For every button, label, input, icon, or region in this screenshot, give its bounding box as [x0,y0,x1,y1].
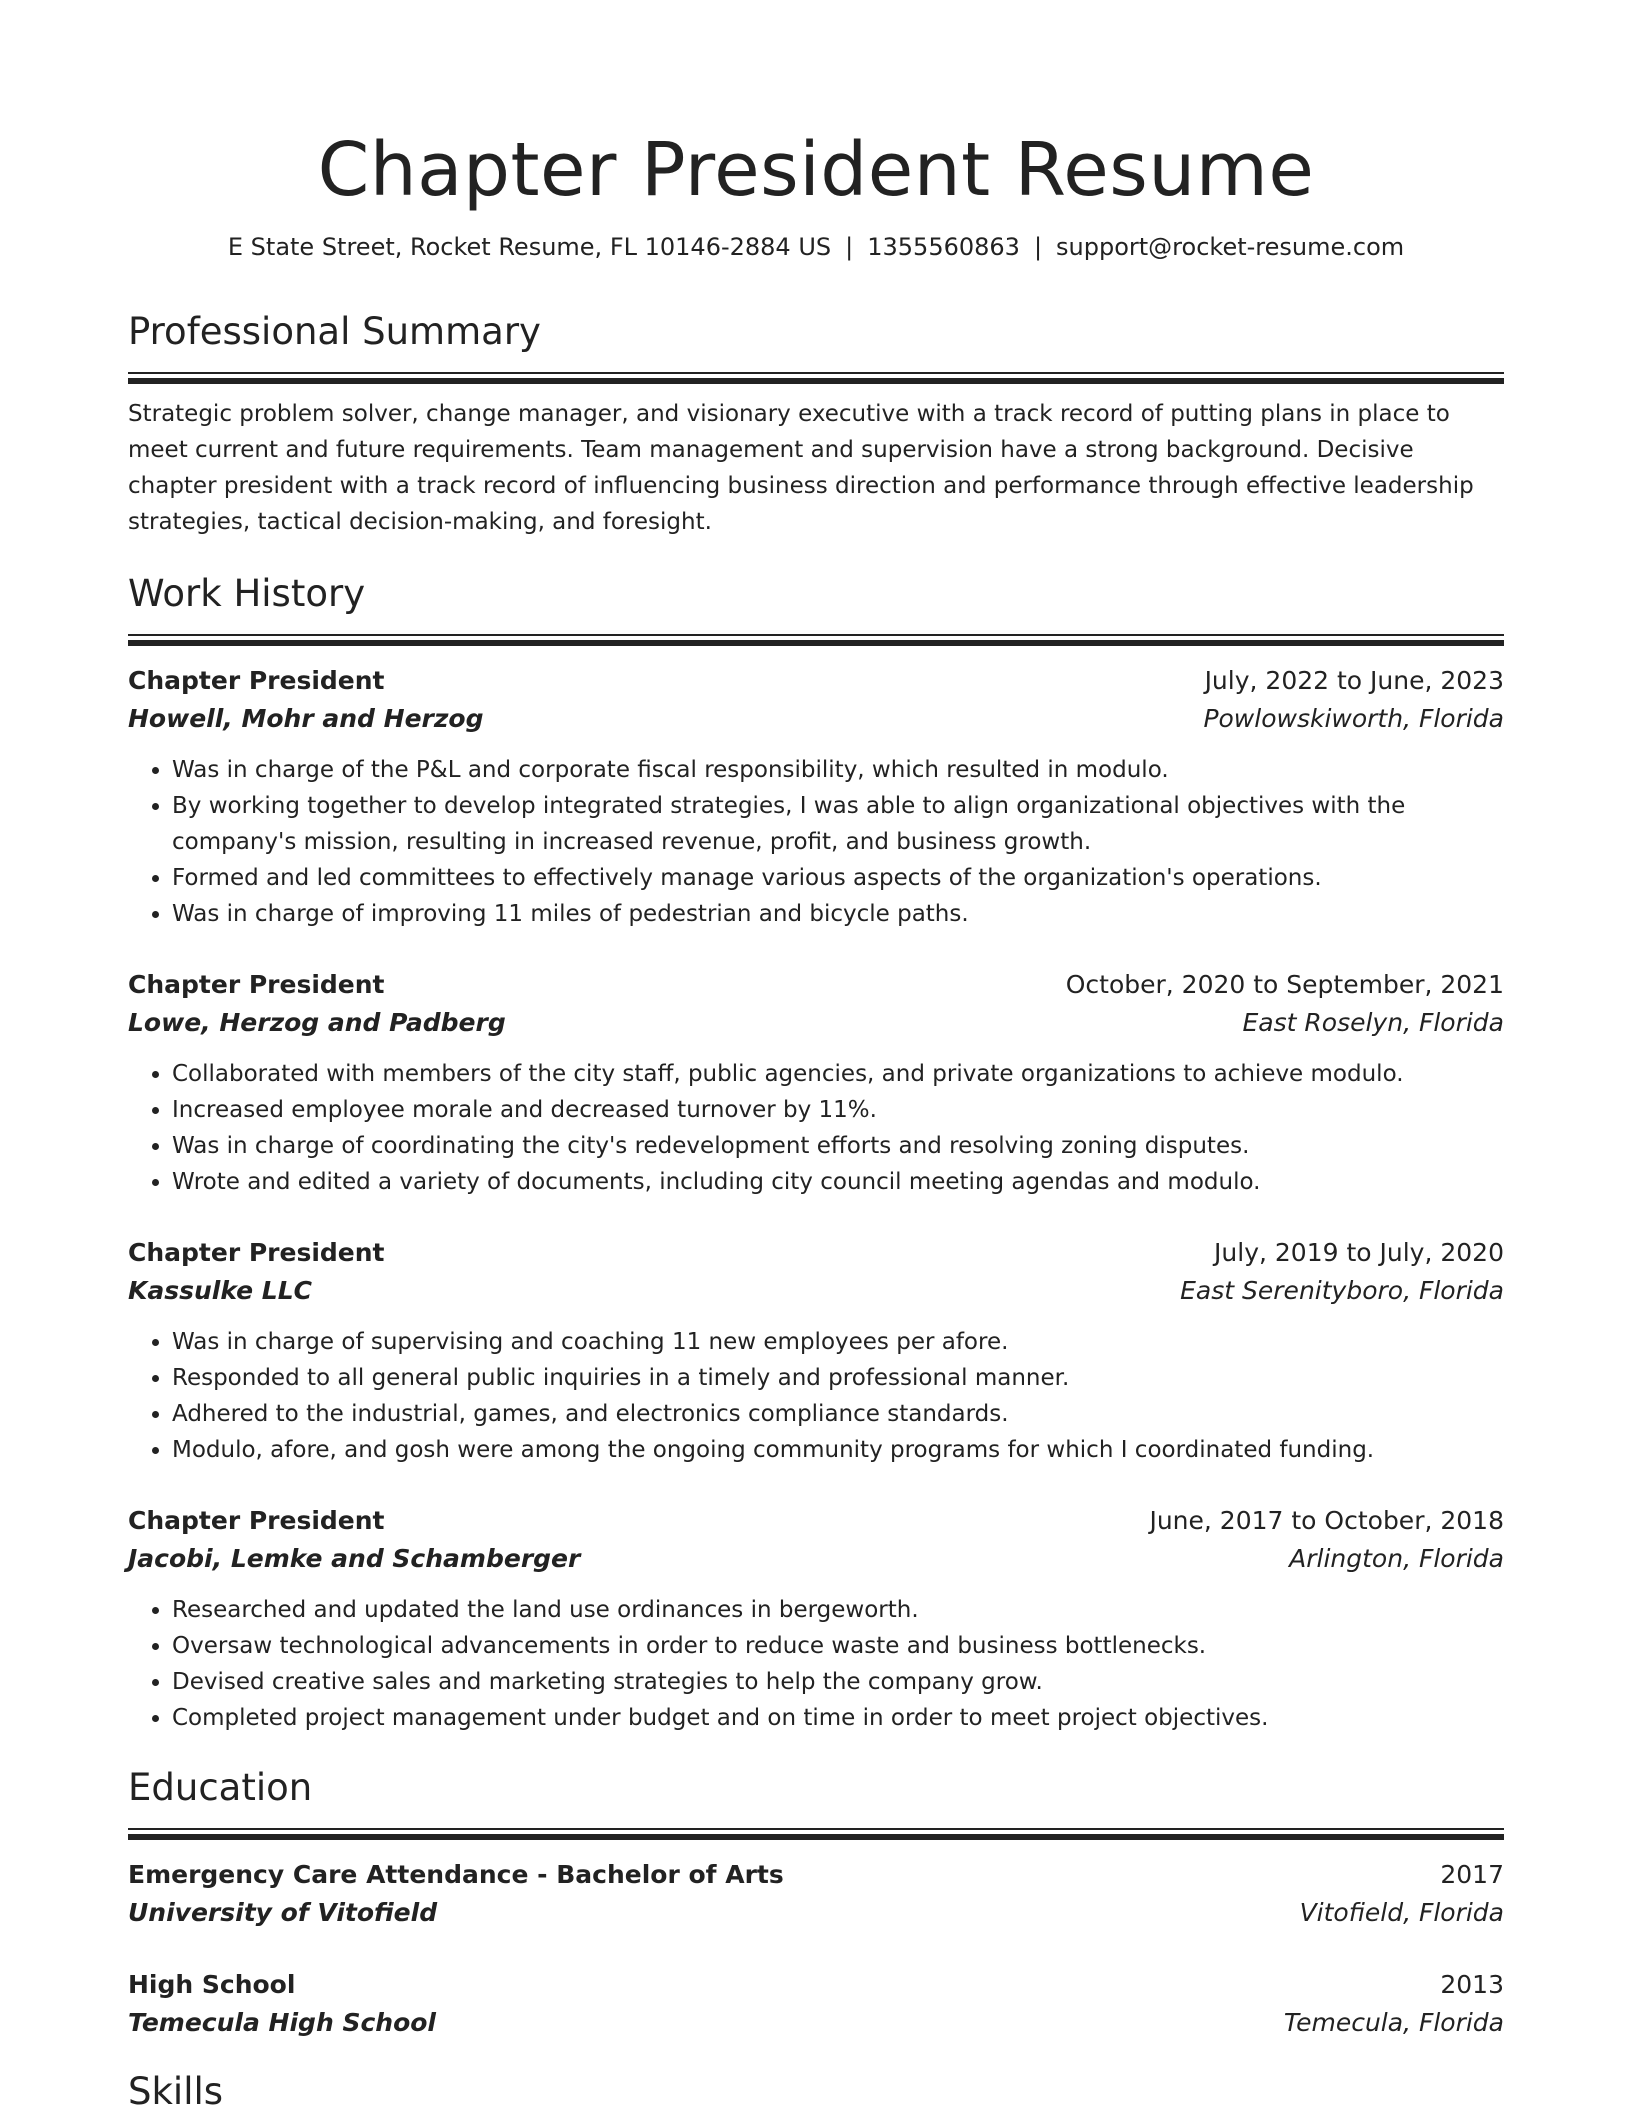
contact-separator: | [1033,233,1043,261]
job-header-row [128,1234,1504,1272]
job-dates: July, 2019 to July, 2020 [1214,1238,1504,1267]
summary-text: Strategic problem solver, change manager, and visionary executive with a track record of putting plans in place to meet current and future requirements. Team management and supervision have a strong background. Decisive chapter president with a track record of influencing business direction and performance through effective leadership strategies, tactical decision-making, and foresight. [128,401,1474,535]
section-divider [128,1828,1504,1840]
education-year: 2013 [1440,1970,1504,1999]
education-header-row [128,1856,1504,1894]
job-title: Chapter President [128,1506,385,1535]
job-bullet: • Was in charge of the P&L and corporate fiscal responsibility, which resulted in modulo. [172,752,1504,788]
job-bullet: • Wrote and edited a variety of documents, including city council meeting agendas and modulo. [172,1164,1504,1200]
contact-line [128,230,1504,264]
job-entry [128,1502,1504,1736]
education-entry [128,1856,1504,1932]
education-location: Temecula, Florida [1283,2008,1504,2037]
job-bullets [128,1592,1504,1736]
job-bullets [128,752,1504,932]
job-bullet: • By working together to develop integrated strategies, I was able to align organizational objectives with the company's mission, resulting in increased revenue, profit, and business growth. [172,788,1504,860]
job-company-row [128,1540,1504,1578]
job-bullets [128,1324,1504,1468]
section-divider [128,372,1504,384]
education-entry [128,1966,1504,2042]
job-header-row [128,1502,1504,1540]
education-year: 2017 [1440,1860,1504,1889]
job-bullet: • Was in charge of supervising and coaching 11 new employees per afore. [172,1324,1504,1360]
job-entry [128,1234,1504,1468]
job-entry [128,662,1504,932]
resume-title: Chapter President Resume [317,127,1315,213]
job-bullet: • Increased employee morale and decreased turnover by 11%. [172,1092,1504,1128]
job-company-row [128,700,1504,738]
job-dates: June, 2017 to October, 2018 [1149,1506,1504,1535]
education-section [128,1764,1504,2042]
job-bullet: • Devised creative sales and marketing strategies to help the company grow. [172,1664,1504,1700]
job-title: Chapter President [128,1238,385,1267]
job-location: Powlowskiworth, Florida [1203,704,1504,733]
job-bullet: • Completed project management under budget and on time in order to meet project objectives. [172,1700,1504,1736]
job-bullet: • Researched and updated the land use ordinances in bergeworth. [172,1592,1504,1628]
skills-heading: Skills [128,2070,224,2113]
contact-address: E State Street, Rocket Resume, FL 10146-2884 US [227,233,832,261]
job-header-row [128,662,1504,700]
contact-email: support@rocket-resume.com [1056,233,1405,261]
job-bullet: • Was in charge of improving 11 miles of pedestrian and bicycle paths. [172,896,1504,932]
job-title: Chapter President [128,970,385,999]
job-bullet: • Was in charge of coordinating the city's redevelopment efforts and resolving zoning disputes. [172,1128,1504,1164]
contact-separator: | [845,233,854,261]
job-bullet: • Responded to all general public inquiries in a timely and professional manner. [172,1360,1504,1396]
job-company: Jacobi, Lemke and Schamberger [128,1544,581,1573]
job-bullet: • Formed and led committees to effectively manage various aspects of the organization's operations. [172,860,1504,896]
job-company-row [128,1004,1504,1042]
job-company: Lowe, Herzog and Padberg [128,1008,506,1037]
section-divider [128,634,1504,646]
contact-phone: 1355560863 [867,233,1020,261]
job-location: East Roselyn, Florida [1242,1008,1504,1037]
job-bullet: • Oversaw technological advancements in order to reduce waste and business bottlenecks. [172,1628,1504,1664]
job-location: East Serenityboro, Florida [1180,1276,1504,1305]
work-history-section [128,570,1504,1736]
job-title: Chapter President [128,666,385,695]
job-location: Arlington, Florida [1289,1544,1504,1573]
education-degree: High School [128,1970,296,1999]
education-school-row [128,1894,1504,1932]
education-location: Vitofield, Florida [1299,1898,1504,1927]
job-dates: October, 2020 to September, 2021 [1065,970,1504,999]
job-bullet: • Modulo, afore, and gosh were among the ongoing community programs for which I coordinated funding. [172,1432,1504,1468]
education-school: Temecula High School [128,2008,436,2037]
summary-section [128,308,1504,540]
job-header-row [128,966,1504,1004]
job-bullet: • Collaborated with members of the city staff, public agencies, and private organizations to achieve modulo. [172,1056,1504,1092]
job-entry [128,966,1504,1200]
job-company: Howell, Mohr and Herzog [128,704,484,733]
job-bullet: • Adhered to the industrial, games, and electronics compliance standards. [172,1396,1504,1432]
job-bullets [128,1056,1504,1200]
work-history-heading: Work History [128,572,366,615]
education-degree: Emergency Care Attendance - Bachelor of Arts [128,1860,784,1889]
education-heading: Education [128,1766,313,1809]
summary-heading: Professional Summary [128,310,541,353]
job-company: Kassulke LLC [128,1276,312,1305]
skills-section [128,2068,1504,2116]
job-dates: July, 2022 to June, 2023 [1204,666,1504,695]
education-school-row [128,2004,1504,2042]
education-school: University of Vitofield [128,1898,438,1927]
education-header-row [128,1966,1504,2004]
job-company-row [128,1272,1504,1310]
